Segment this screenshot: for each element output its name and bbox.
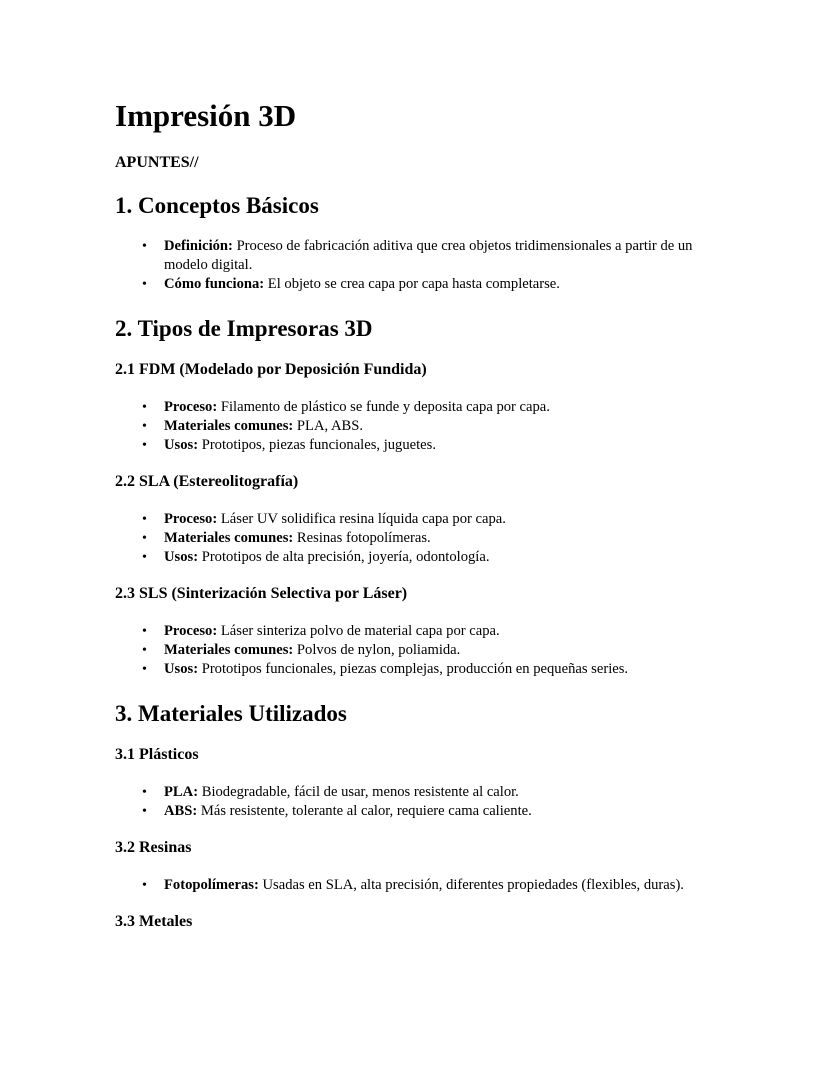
item-label: Materiales comunes: [164, 530, 294, 546]
section-heading-materiales: 3. Materiales Utilizados [115, 701, 347, 726]
section-heading-tipos: 2. Tipos de Impresoras 3D [115, 316, 373, 341]
list-item [164, 237, 725, 275]
sls-list [115, 622, 725, 679]
list-item [164, 436, 725, 455]
list-item [164, 622, 725, 641]
list-item [164, 548, 725, 567]
item-label: Proceso: [164, 623, 218, 639]
item-label: Definición: [164, 238, 233, 254]
subsection-heading-sla: 2.2 SLA (Estereolitografía) [115, 473, 299, 490]
subsection-heading-sls: 2.3 SLS (Sinterización Selectiva por Láser) [115, 585, 408, 602]
item-text: Prototipos funcionales, piezas complejas, producción en pequeñas series. [198, 661, 629, 677]
item-text: Usadas en SLA, alta precisión, diferentes propiedades (flexibles, duras). [258, 877, 684, 893]
item-label: Usos: [164, 661, 199, 677]
item-text: Filamento de plástico se funde y deposita capa por capa. [217, 399, 550, 415]
item-label: Usos: [164, 437, 199, 453]
list-item [164, 876, 725, 895]
subsection-heading-metales: 3.3 Metales [115, 913, 193, 930]
document-title: Impresión 3D [115, 98, 297, 133]
item-text: Prototipos, piezas funcionales, juguetes. [198, 437, 436, 453]
resinas-list [115, 876, 725, 895]
item-label: PLA: [164, 784, 199, 800]
subsection-heading-fdm: 2.1 FDM (Modelado por Deposición Fundida) [115, 361, 427, 378]
item-text: Prototipos de alta precisión, joyería, odontología. [198, 549, 490, 565]
item-text: Láser sinteriza polvo de material capa por capa. [217, 623, 500, 639]
item-label: Usos: [164, 549, 199, 565]
item-text: Resinas fotopolímeras. [293, 530, 431, 546]
item-text: Biodegradable, fácil de usar, menos resistente al calor. [198, 784, 519, 800]
item-label: Materiales comunes: [164, 642, 294, 658]
plasticos-list [115, 783, 725, 821]
list-item [164, 783, 725, 802]
item-label: Materiales comunes: [164, 418, 294, 434]
section-heading-conceptos: 1. Conceptos Básicos [115, 193, 319, 218]
item-label: Cómo funciona: [164, 276, 265, 292]
document-subtitle: APUNTES// [115, 154, 199, 171]
list-item [164, 398, 725, 417]
list-item [164, 275, 725, 294]
item-label: Proceso: [164, 511, 218, 527]
item-text: Más resistente, tolerante al calor, requiere cama caliente. [197, 803, 532, 819]
item-text: Proceso de fabricación aditiva que crea objetos tridimensionales a partir de un modelo digital. [164, 238, 693, 273]
list-item [164, 417, 725, 436]
conceptos-list [115, 237, 725, 294]
list-item [164, 510, 725, 529]
subsection-heading-resinas: 3.2 Resinas [115, 839, 192, 856]
list-item [164, 529, 725, 548]
item-label: ABS: [164, 803, 198, 819]
item-text: PLA, ABS. [293, 418, 364, 434]
subsection-heading-plasticos: 3.1 Plásticos [115, 746, 199, 763]
fdm-list [115, 398, 725, 455]
list-item [164, 660, 725, 679]
list-item [164, 641, 725, 660]
item-label: Proceso: [164, 399, 218, 415]
item-text: Láser UV solidifica resina líquida capa por capa. [217, 511, 506, 527]
item-text: El objeto se crea capa por capa hasta completarse. [264, 276, 560, 292]
item-label: Fotopolímeras: [164, 877, 259, 893]
list-item [164, 802, 725, 821]
item-text: Polvos de nylon, poliamida. [293, 642, 461, 658]
sla-list [115, 510, 725, 567]
document-page [115, 96, 725, 932]
